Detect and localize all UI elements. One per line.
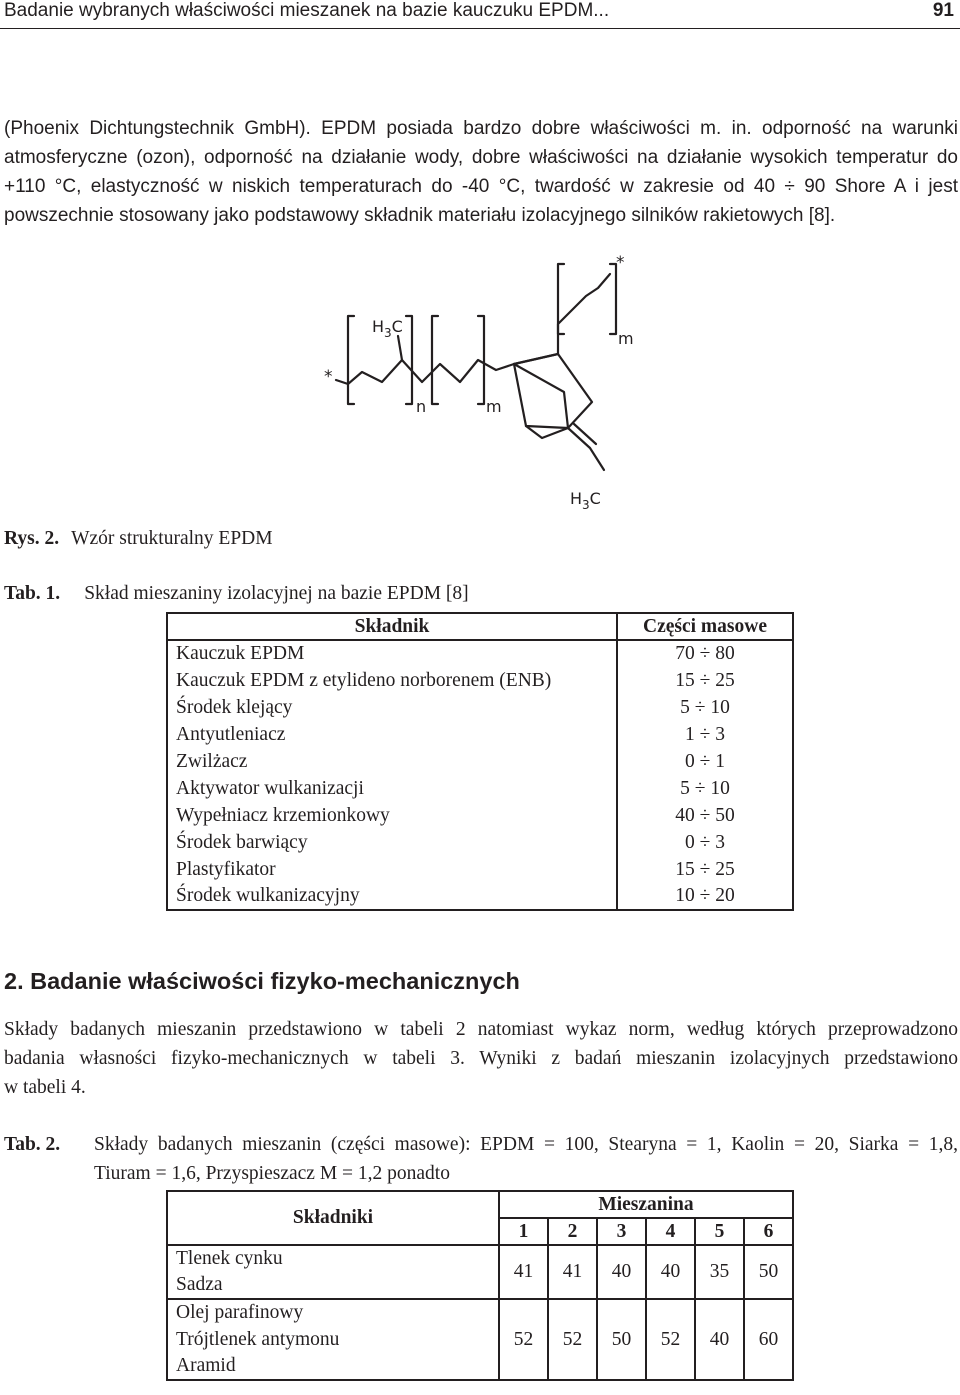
table-row: [167, 802, 793, 829]
upper-chain: [558, 274, 610, 354]
label-n: n: [416, 397, 427, 416]
table1-caption-text: Skład mieszaniny izolacyjnej na bazie EPDM [8]: [84, 583, 469, 604]
table2-component: Sadza: [167, 1272, 499, 1299]
intro-line: (Phoenix Dichtungstechnik GmbH). EPDM posiada bardzo dobre właściwości m. in. odporność na warunki: [4, 118, 958, 139]
table2-mix-number: 1: [499, 1218, 548, 1245]
header-rule: [0, 28, 960, 29]
table2-value: 41: [499, 1245, 548, 1299]
table-row: [167, 883, 793, 910]
table1-cell: Środek barwiący: [167, 829, 617, 856]
table1-header-row: [167, 613, 793, 640]
main-chain: [336, 360, 514, 384]
section2-line: w tabeli 4.: [4, 1077, 86, 1098]
table2-value: 52: [548, 1299, 597, 1380]
table2-mix-number: 4: [646, 1218, 695, 1245]
table2-mix-number: 2: [548, 1218, 597, 1245]
label-m-middle: m: [486, 397, 502, 416]
table2-value: 41: [548, 1245, 597, 1299]
table-row: [167, 829, 793, 856]
ethylidene-bond-2: [574, 424, 596, 444]
table2-value: 50: [597, 1299, 646, 1380]
norbornene-bridge: [514, 364, 568, 428]
table2-component: Trójtlenek antymonu: [167, 1326, 499, 1353]
epdm-structural-formula: [310, 252, 634, 517]
table1-header-component: Składnik: [167, 613, 617, 640]
table1-cell: 15 ÷ 25: [617, 856, 793, 883]
table2-value: 52: [646, 1299, 695, 1380]
section-heading: 2. Badanie właściwości fizyko-mechanicznych: [4, 968, 520, 994]
table1: [166, 612, 794, 911]
table-row: [167, 775, 793, 802]
table1-cell: Aktywator wulkanizacji: [167, 775, 617, 802]
table2-value: 52: [499, 1299, 548, 1380]
table1-cell: Kauczuk EPDM: [167, 640, 617, 667]
table-row: [167, 1245, 793, 1272]
table2-component: Tlenek cynku: [167, 1245, 499, 1272]
table1-cell: 5 ÷ 10: [617, 694, 793, 721]
table2-component: Olej parafinowy: [167, 1299, 499, 1326]
table2-header-row: [167, 1191, 793, 1218]
table1-cell: 0 ÷ 1: [617, 748, 793, 775]
table1-cell: Kauczuk EPDM z etylideno norborenem (ENB): [167, 667, 617, 694]
figure-caption: [4, 528, 273, 550]
table2-mix-number: 3: [597, 1218, 646, 1245]
section2-line: badania własności fizyko-mechanicznych w tabeli 3. Wyniki z badań mieszanin izolacyjnych przedstawiono: [4, 1048, 958, 1069]
table1-header-parts: Części masowe: [617, 613, 793, 640]
table2: [166, 1190, 794, 1381]
table1-caption: [4, 583, 469, 605]
table1-cell: 70 ÷ 80: [617, 640, 793, 667]
table2-mix-number: 6: [744, 1218, 793, 1245]
table2-caption-line: Tiuram = 1,6, Przyspieszacz M = 1,2 ponadto: [94, 1163, 450, 1184]
table1-cell: 1 ÷ 3: [617, 721, 793, 748]
table1-cell: 40 ÷ 50: [617, 802, 793, 829]
table-row: [167, 640, 793, 667]
table2-value: 35: [695, 1245, 744, 1299]
page-number: 91: [932, 0, 954, 21]
table-row: [167, 694, 793, 721]
table2-value: 60: [744, 1299, 793, 1380]
intro-paragraph: [4, 114, 958, 230]
bracket-n-right: [406, 316, 412, 404]
table2-value: 40: [646, 1245, 695, 1299]
methyl-branch: [398, 336, 402, 360]
table2-caption-line: Składy badanych mieszanin (części masowe): EPDM = 100, Stearyna = 1, Kaolin = 20, Siarka = 1,8,: [94, 1134, 958, 1155]
section2-line: Składy badanych mieszanin przedstawiono w tabeli 2 natomiast wykaz norm, według których przeprowadzono: [4, 1019, 958, 1040]
table1-cell: 15 ÷ 25: [617, 667, 793, 694]
table2-caption-label: Tab. 2.: [4, 1134, 61, 1155]
table2-value: 50: [744, 1245, 793, 1299]
h3c-top: $H_3C$: [372, 317, 403, 340]
intro-line: powszechnie stosowany jako podstawowy składnik materiału izolacyjnego silników rakietowych [8].: [4, 205, 836, 226]
table1-cell: Plastyfikator: [167, 856, 617, 883]
label-m-top: m: [618, 329, 634, 348]
table1-cell: Zwilżacz: [167, 748, 617, 775]
table1-cell: Wypełniacz krzemionkowy: [167, 802, 617, 829]
table2-component: Aramid: [167, 1353, 499, 1380]
table1-cell: 0 ÷ 3: [617, 829, 793, 856]
norbornene-ring: [514, 354, 592, 428]
star-top: *: [616, 253, 625, 273]
running-title: Badanie wybranych właściwości mieszanek na bazie kauczuku EPDM...: [4, 0, 610, 21]
table-row: [167, 748, 793, 775]
table-row: [167, 721, 793, 748]
figure-caption-label: Rys. 2.: [4, 528, 60, 549]
table2-header-mixture: Mieszanina: [499, 1191, 793, 1218]
table2-mix-number: 5: [695, 1218, 744, 1245]
bracket-n-left: [348, 316, 354, 404]
bracket-m-left: [432, 316, 438, 404]
table1-cell: 10 ÷ 20: [617, 883, 793, 910]
table-row: [167, 1299, 793, 1326]
table2-value: 40: [695, 1299, 744, 1380]
star-left: *: [324, 367, 333, 387]
table1-cell: Środek klejący: [167, 694, 617, 721]
table-row: [167, 856, 793, 883]
table1-cell: Antyutleniacz: [167, 721, 617, 748]
figure-caption-text: Wzór strukturalny EPDM: [71, 528, 273, 549]
intro-line: atmosferyczne (ozon), odporność na działanie wody, dobre właściwości na działanie wysokich temperatur do: [4, 147, 958, 168]
table2-value: 40: [597, 1245, 646, 1299]
table2-header-components: Składniki: [167, 1191, 499, 1245]
h3c-bottom: $H_3C$: [570, 489, 601, 512]
section2-paragraph: [4, 1015, 958, 1102]
table-row: [167, 667, 793, 694]
table1-caption-label: Tab. 1.: [4, 583, 61, 604]
table1-cell: Środek wulkanizacyjny: [167, 883, 617, 910]
intro-line: +110 °C, elastyczność w niskich temperaturach do -40 °C, twardość w zakresie od 40 ÷ 90 Shore A i jest: [4, 176, 958, 197]
table1-cell: 5 ÷ 10: [617, 775, 793, 802]
